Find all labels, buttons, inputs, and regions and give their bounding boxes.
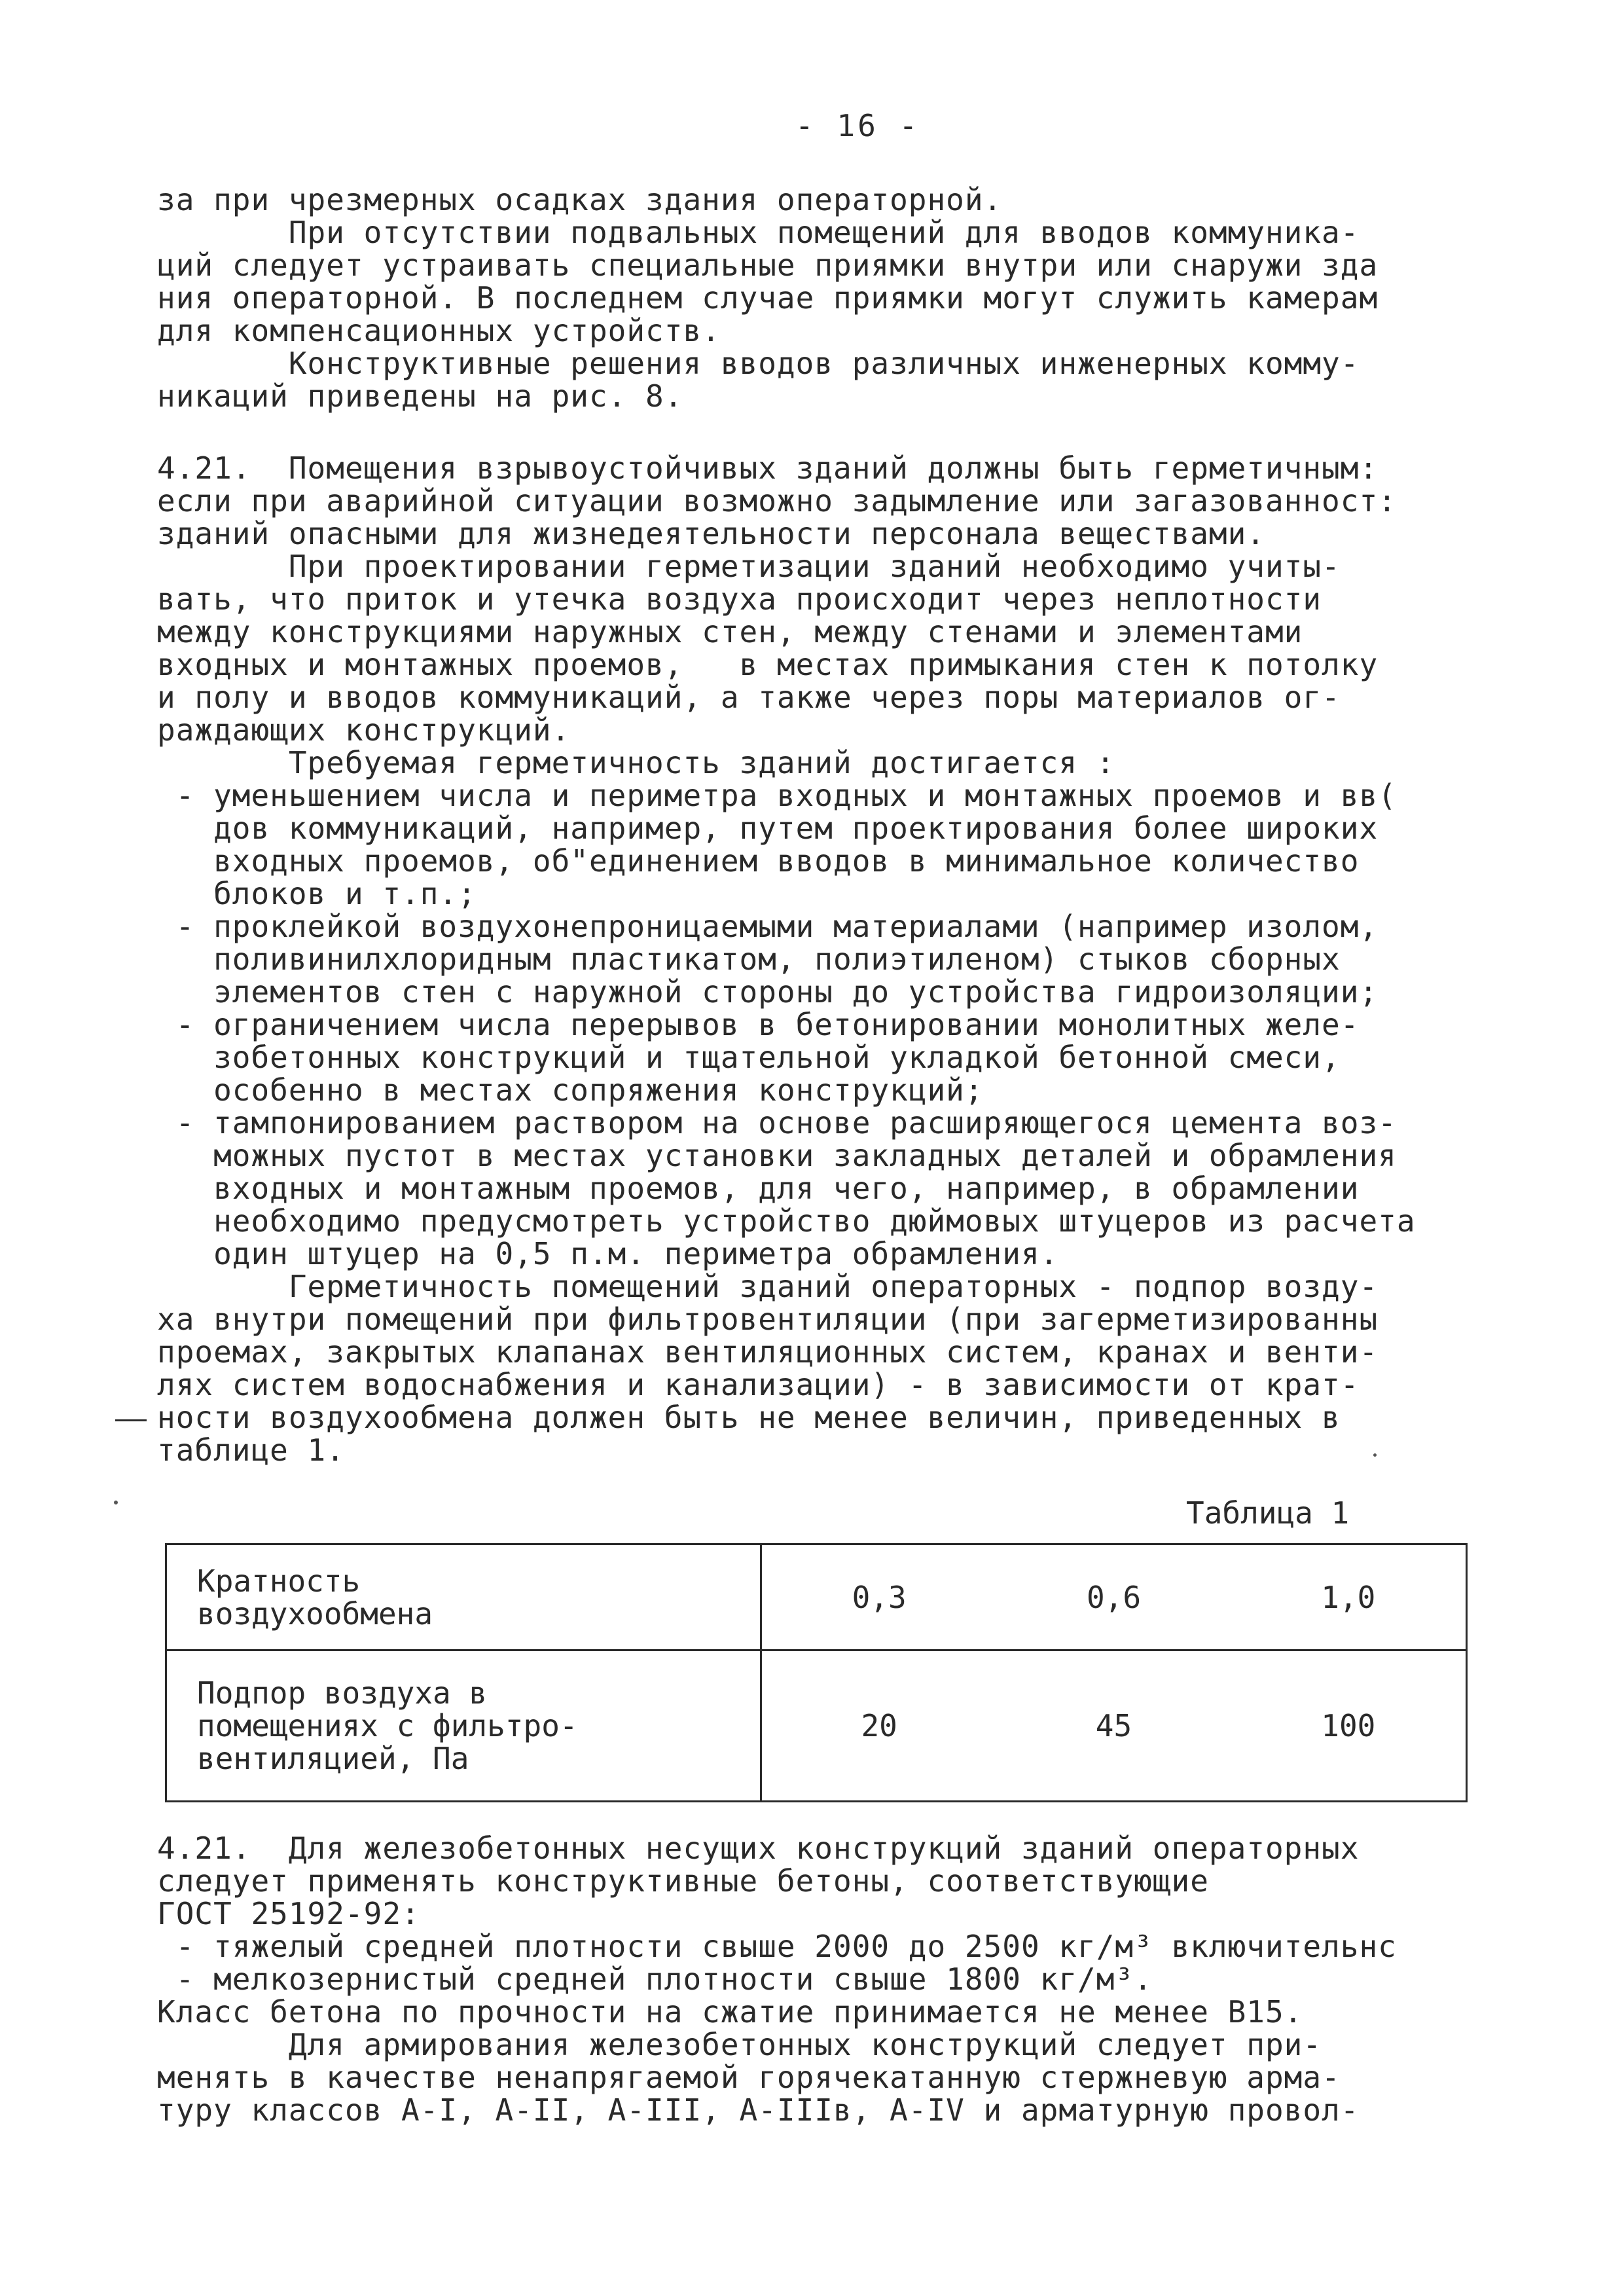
text-line: менять в качестве ненапрягаемой горячекатанную стержневую арма-: [157, 2060, 1341, 2095]
text-line: - проклейкой воздухонепроницаемыми материалами (например изолом,: [157, 909, 1379, 944]
value-cell: 1,0: [1321, 1579, 1376, 1615]
text-line: таблице 1.: [157, 1432, 345, 1468]
text-line: если при аварийной ситуации возможно задымление или загазованност:: [157, 483, 1397, 519]
value-cell: 0,3: [852, 1579, 907, 1615]
text-line: Требуемая герметичность зданий достигается :: [157, 745, 1115, 780]
text-line: за при чрезмерных осадках здания операторной.: [157, 182, 1003, 217]
text-line: проемах, закрытых клапанах вентиляционных систем, кранах и венти-: [157, 1334, 1379, 1370]
text-line: При отсутствии подвальных помещений для вводов коммуника-: [157, 215, 1360, 250]
text-line: между конструкциями наружных стен, между стенами и элементами: [157, 614, 1303, 649]
text-line: входных и монтажным проемов, для чего, например, в обрамлении: [157, 1171, 1360, 1206]
text-line: 4.21. Для железобетонных несущих конструкций зданий операторных: [157, 1831, 1360, 1866]
text-line: При проектировании герметизации зданий необходимо учиты-: [157, 549, 1341, 584]
text-line: поливинилхлоридным пластикатом, полиэтиленом) стыков сборных: [157, 941, 1341, 977]
text-line: и полу и вводов коммуникаций, а также через поры материалов ог-: [157, 680, 1341, 715]
text-block-foundations: [157, 183, 1486, 412]
text-line: вать, что приток и утечка воздуха происходит через неплотности: [157, 581, 1322, 617]
value-cell: 0,6: [1086, 1579, 1142, 1615]
text-line: входных проемов, об"единением вводов в минимальное количество: [157, 843, 1360, 879]
text-line: раждающих конструкций.: [157, 712, 571, 748]
scan-speck: [114, 1501, 118, 1504]
text-line: - мелкозернистый средней плотности свыше 1800 кг/м³.: [157, 1961, 1153, 1997]
page-number: - 16 -: [795, 108, 920, 143]
text-line: Класс бетона по прочности на сжатие принимается не менее В15.: [157, 1994, 1303, 2030]
text-line: один штуцер на 0,5 п.м. периметра обрамления.: [157, 1236, 1059, 1271]
text-line: особенно в местах сопряжения конструкций;: [157, 1072, 984, 1108]
text-line: ций следует устраивать специальные приямки внутри или снаружи зда: [157, 247, 1379, 283]
text-line: - тяжелый средней плотности свыше 2000 до 2500 кг/м³ включительнс: [157, 1929, 1397, 1964]
text-line: Для армирования железобетонных конструкций следует при-: [157, 2027, 1322, 2062]
row-label-air-exchange: Кратность воздухообмена: [166, 1544, 761, 1650]
table-caption: Таблица 1: [1186, 1495, 1350, 1531]
text-line: никаций приведены на рис. 8.: [157, 378, 683, 414]
value-cell: 100: [1321, 1708, 1376, 1744]
text-line: элементов стен с наружной стороны до устройства гидроизоляции;: [157, 974, 1379, 1010]
text-line: ния операторной. В последнем случае приямки могут служить камерам: [157, 280, 1379, 316]
margin-dash-mark: [115, 1419, 147, 1421]
text-block-airtightness: [157, 452, 1486, 1467]
text-line: Герметичность помещений зданий операторных - подпор возду-: [157, 1269, 1379, 1304]
text-line: ности воздухообмена должен быть не менее величин, приведенных в: [157, 1400, 1341, 1435]
text-line: ха внутри помещений при фильтровентиляции (при загерметизированны: [157, 1302, 1379, 1337]
text-line: лях систем водоснабжения и канализации) - в зависимости от крат-: [157, 1367, 1360, 1402]
text-line: блоков и т.п.;: [157, 876, 477, 911]
text-line: зобетонных конструкций и тщательной укладкой бетонной смеси,: [157, 1040, 1341, 1075]
row-values-air-exchange: [761, 1544, 1467, 1650]
air-pressure-table: [165, 1543, 1468, 1802]
value-cell: 20: [861, 1708, 897, 1744]
row-label-air-pressure: Подпор воздуха в помещениях с фильтро- вентиляцией, Па: [166, 1650, 761, 1802]
text-line: - уменьшением числа и периметра входных и монтажных проемов и вв(: [157, 778, 1397, 813]
scan-speck: [1373, 1453, 1377, 1457]
value-cell: 45: [1095, 1708, 1132, 1744]
text-line: - тампонированием раствором на основе расширяющегося цемента воз-: [157, 1105, 1397, 1140]
text-line: зданий опасными для жизнедеятельности персонала веществами.: [157, 516, 1265, 551]
table-row-air-exchange: [166, 1544, 1467, 1650]
text-line: дов коммуникаций, например, путем проектирования более широких: [157, 811, 1379, 846]
text-line: 4.21. Помещения взрывоустойчивых зданий должны быть герметичным:: [157, 450, 1379, 486]
text-line: ГОСТ 25192-92:: [157, 1896, 420, 1931]
text-block-concrete: [157, 1832, 1486, 2126]
text-line: Конструктивные решения вводов различных инженерных комму-: [157, 346, 1360, 381]
text-line: входных и монтажных проемов, в местах примыкания стен к потолку: [157, 647, 1379, 682]
text-line: - ограничением числа перерывов в бетонировании монолитных желе-: [157, 1007, 1360, 1042]
text-line: можных пустот в местах установки закладных деталей и обрамления: [157, 1138, 1397, 1173]
table-row-air-pressure: [166, 1650, 1467, 1802]
row-values-air-pressure: [761, 1650, 1467, 1802]
text-line: необходимо предусмотреть устройство дюймовых штуцеров из расчета: [157, 1203, 1416, 1239]
text-line: для компенсационных устройств.: [157, 313, 721, 348]
text-line: туру классов А-I, А-II, А-III, А-IIIв, А-IV и арматурную провол-: [157, 2092, 1360, 2128]
text-line: следует применять конструктивные бетоны, соответствующие: [157, 1863, 1209, 1899]
